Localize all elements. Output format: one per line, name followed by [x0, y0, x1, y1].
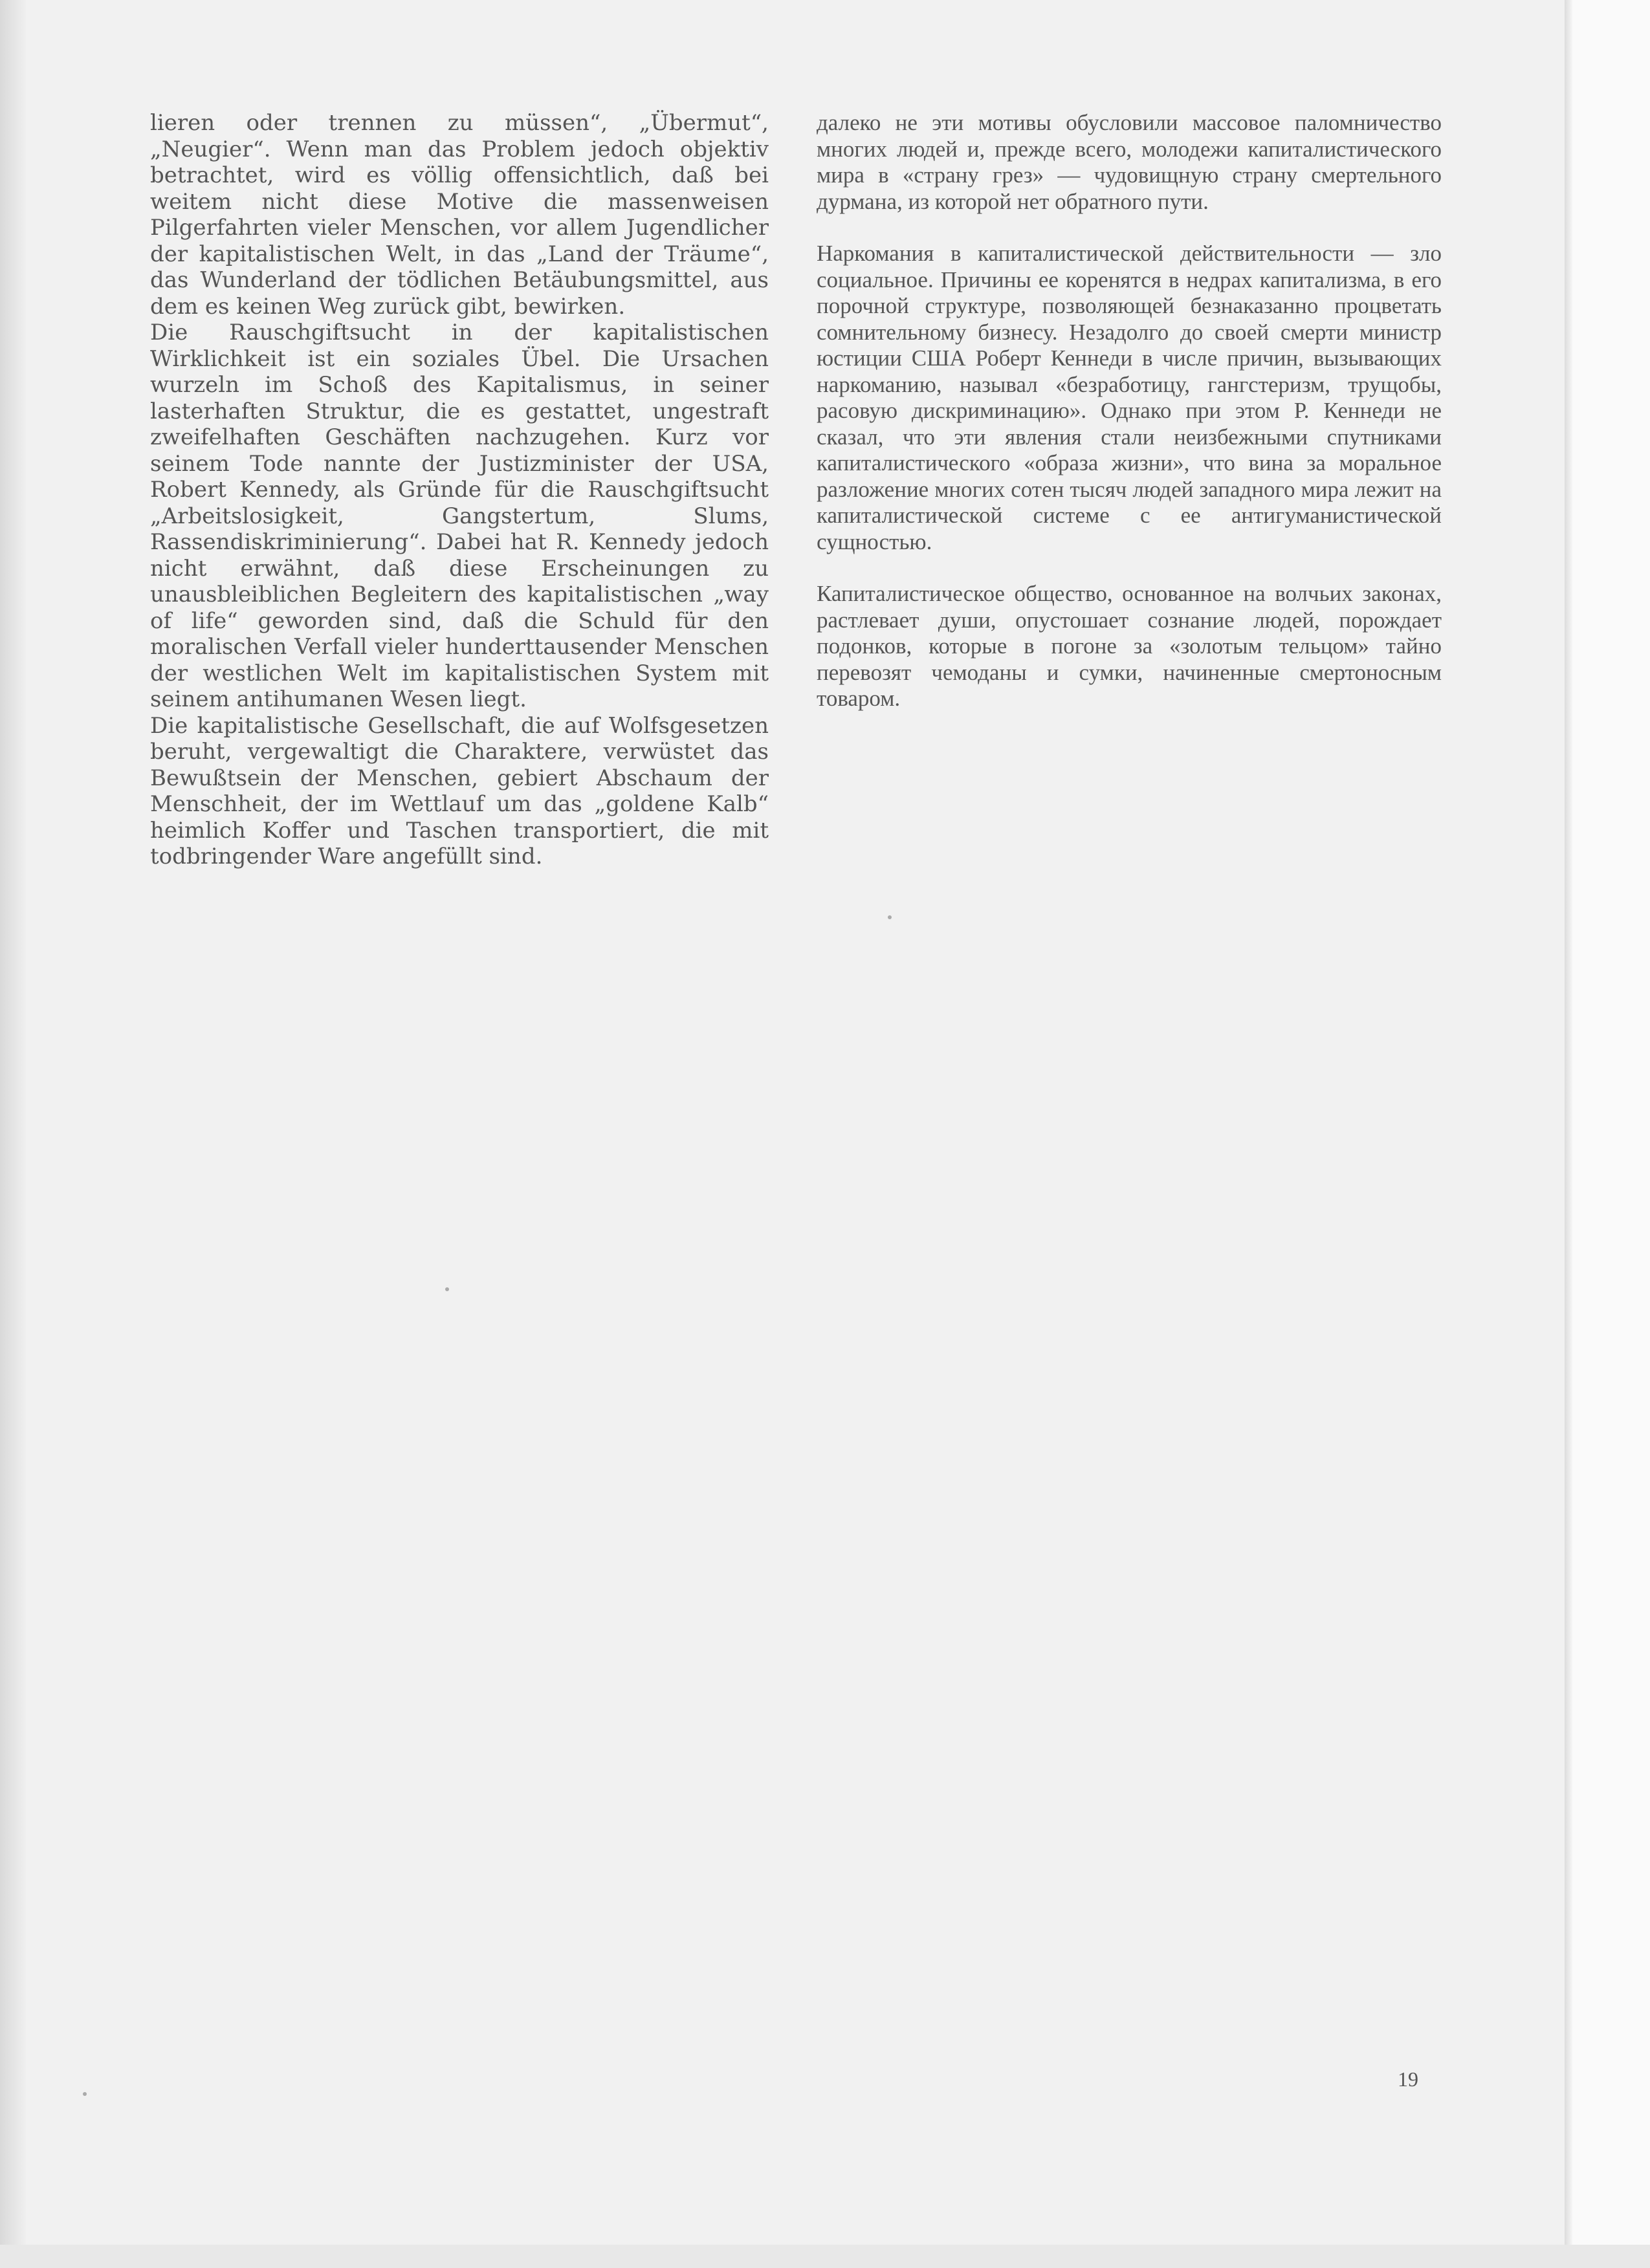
german-paragraph-2: Die Rauschgiftsucht in der kapitalistischen Wirklichkeit ist ein soziales Übel. Die Ursachen wurzeln im Schoß des Kapitalismus, in seiner lasterhaften Struktur, die es gestattet, ungestraft zweifelhaften Geschäften nachzugehen. Kurz vor seinem Tode nannte der Justizminister der USA, Robert Kennedy, als Gründe für die Rauschgiftsucht „Arbeitslosigkeit, Gangstertum, Slums, Rassendiskriminierung“. Dabei hat R. Kennedy jedoch nicht erwähnt, daß diese Erscheinungen zu unausbleiblichen Begleitern des kapitalistischen „way of life“ geworden sind, daß die Schuld für den moralischen Verfall vieler hunderttausender Menschen der westlichen Welt im kapitalistischen System mit seinem antihumanen Wesen liegt.	[150, 320, 769, 712]
german-paragraph-3: Die kapitalistische Gesellschaft, die auf Wolfsgesetzen beruht, vergewaltigt die Charaktere, verwüstet das Bewußtsein der Menschen, gebiert Abschaum der Menschheit, der im Wettlauf um das „goldene Kalb“ heimlich Koffer und Taschen transportiert, die mit todbringender Ware angefüllt sind.	[150, 712, 769, 869]
scan-speck	[445, 1287, 449, 1291]
scan-bottom-edge	[0, 2245, 1650, 2268]
scan-speck	[83, 2092, 87, 2096]
russian-paragraph-2: Наркомания в капиталистической действительности — зло социальное. Причины ее коренятся в недрах капитализма, в его порочной структуре, позволяющей безнаказанно процветать сомнительному бизнесу. Незадолго до своей смерти министр юстиции США Роберт Кеннеди в числе причин, вызывающих наркоманию, называл «безработицу, гангстеризм, трущобы, расовую дискриминацию». Однако при этом Р. Кеннеди не сказал, что эти явления стали неизбежными спутниками капиталистического «образа жизни», что вина за моральное разложение многих сотен тысяч людей западного мира лежит на капиталистической системе с ее антигуманистической сущностью.	[817, 241, 1442, 554]
scan-speck	[888, 915, 892, 919]
page-right-edge	[1565, 0, 1572, 2245]
russian-paragraph-1: далеко не эти мотивы обусловили массовое паломничество многих людей и, прежде всего, молодежи капиталистического мира в «страну грез» — чудовищную страну смертельного дурмана, из которой нет обратного пути.	[817, 110, 1442, 214]
german-column	[150, 110, 769, 870]
russian-paragraph-3: Капиталистическое общество, основанное на волчьих законах, растлевает души, опустошает сознание людей, порождает подонков, которые в погоне за «золотым тельцом» тайно перевозят чемоданы и сумки, начиненные смертоносным товаром.	[817, 581, 1442, 711]
page-number: 19	[1398, 2067, 1418, 2091]
russian-column	[817, 110, 1442, 712]
german-paragraph-1: lieren oder trennen zu müssen“, „Übermut“, „Neugier“. Wenn man das Problem jedoch objektiv betrachtet, wird es völlig offensichtlich, daß bei weitem nicht diese Motive die massenweisen Pilgerfahrten vieler Menschen, vor allem Jugendlicher der kapitalistischen Welt, in das „Land der Träume“, das Wunderland der tödlichen Betäubungsmittel, aus dem es keinen Weg zurück gibt, bewirken.	[150, 110, 769, 320]
scan-left-edge	[0, 0, 26, 2268]
scan-backing	[1572, 0, 1650, 2268]
